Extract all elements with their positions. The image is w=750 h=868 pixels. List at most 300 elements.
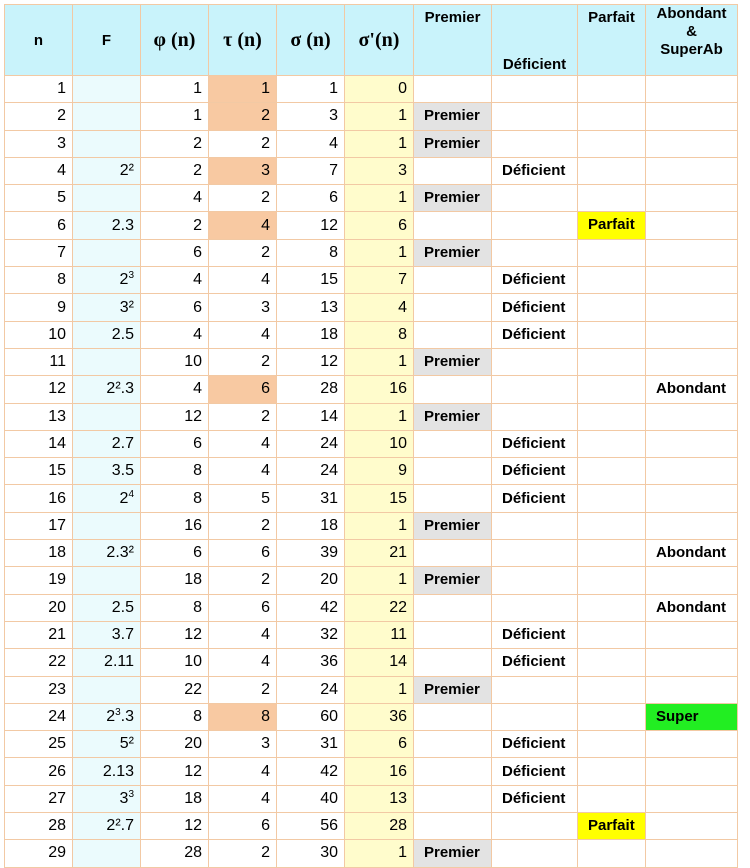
cell-sigma: 15 (277, 267, 345, 294)
cell-parfait (578, 185, 646, 212)
cell-tau: 1 (209, 76, 277, 103)
cell-phi: 6 (141, 430, 209, 457)
cell-phi: 12 (141, 813, 209, 840)
cell-premier (414, 430, 492, 457)
cell-premier (414, 785, 492, 812)
table-row (5, 212, 738, 239)
header-abondant (646, 5, 738, 76)
factor-base: 2.5 (111, 325, 134, 343)
cell-premier (414, 130, 492, 157)
cell-tau: 4 (209, 321, 277, 348)
cell-factorization (73, 157, 141, 184)
factor-base: 2 (119, 271, 129, 289)
cell-sigma-prime: 36 (345, 703, 414, 730)
cell-factorization (73, 540, 141, 567)
cell-premier-label (414, 540, 491, 566)
cell-premier-label: Premier (414, 567, 491, 593)
cell-parfait-label: Parfait (578, 813, 645, 839)
cell-deficient (492, 813, 578, 840)
cell-sigma-prime: 1 (345, 103, 414, 130)
cell-n: 12 (5, 376, 73, 403)
table-row (5, 458, 738, 485)
cell-parfait (578, 676, 646, 703)
cell-sigma: 13 (277, 294, 345, 321)
table-row (5, 649, 738, 676)
cell-n: 21 (5, 621, 73, 648)
cell-factorization (73, 430, 141, 457)
cell-phi: 1 (141, 103, 209, 130)
cell-sigma-prime: 7 (345, 267, 414, 294)
factor-base: 2² (119, 162, 134, 180)
table-row (5, 239, 738, 266)
cell-n: 22 (5, 649, 73, 676)
factor-base: 2.13 (102, 762, 134, 780)
cell-sigma: 28 (277, 376, 345, 403)
cell-abondant-label (646, 677, 737, 703)
cell-premier (414, 676, 492, 703)
cell-premier (414, 212, 492, 239)
cell-premier-label: Premier (414, 840, 491, 866)
cell-deficient-label: Déficient (502, 325, 566, 343)
cell-tau: 4 (209, 785, 277, 812)
factor-base: 2 (106, 707, 116, 725)
factor-base: 3 (119, 789, 129, 807)
cell-n: 8 (5, 267, 73, 294)
cell-abondant-label (646, 131, 737, 157)
cell-phi: 2 (141, 157, 209, 184)
table-row (5, 703, 738, 730)
table-row (5, 430, 738, 457)
cell-premier-label: Premier (414, 404, 491, 430)
cell-parfait-label (578, 322, 645, 348)
cell-parfait (578, 758, 646, 785)
cell-phi: 4 (141, 321, 209, 348)
cell-abondant-label (646, 185, 737, 211)
cell-tau: 2 (209, 130, 277, 157)
cell-abondant (646, 76, 738, 103)
cell-deficient (492, 649, 578, 676)
cell-factorization (73, 676, 141, 703)
cell-abondant-label (646, 431, 737, 457)
cell-n: 10 (5, 321, 73, 348)
cell-n: 17 (5, 512, 73, 539)
cell-factorization (73, 758, 141, 785)
cell-premier-label (414, 731, 491, 757)
cell-abondant (646, 376, 738, 403)
cell-deficient-label: Déficient (502, 789, 566, 807)
cell-parfait-label (578, 840, 645, 866)
cell-phi: 8 (141, 594, 209, 621)
cell-sigma-prime: 1 (345, 348, 414, 375)
cell-sigma: 4 (277, 130, 345, 157)
cell-sigma: 40 (277, 785, 345, 812)
cell-deficient-label: Déficient (502, 435, 566, 452)
factor-base: 2².3 (106, 380, 134, 398)
cell-tau: 2 (209, 567, 277, 594)
cell-parfait (578, 840, 646, 867)
cell-premier (414, 813, 492, 840)
cell-parfait (578, 130, 646, 157)
table-row (5, 540, 738, 567)
cell-sigma: 8 (277, 239, 345, 266)
cell-factorization (73, 813, 141, 840)
table-row (5, 348, 738, 375)
cell-phi: 1 (141, 76, 209, 103)
cell-abondant (646, 813, 738, 840)
cell-abondant (646, 567, 738, 594)
cell-sigma-prime: 16 (345, 758, 414, 785)
cell-tau: 2 (209, 185, 277, 212)
cell-parfait (578, 348, 646, 375)
factor-base: 5² (119, 735, 134, 753)
cell-deficient (492, 157, 578, 184)
table-row (5, 376, 738, 403)
header-n: n (5, 5, 73, 76)
cell-deficient (492, 621, 578, 648)
cell-premier-label (414, 158, 491, 184)
cell-sigma: 18 (277, 321, 345, 348)
cell-n: 18 (5, 540, 73, 567)
cell-tau: 6 (209, 594, 277, 621)
cell-phi: 10 (141, 649, 209, 676)
cell-abondant (646, 212, 738, 239)
cell-tau: 2 (209, 676, 277, 703)
cell-sigma: 3 (277, 103, 345, 130)
factor-base: 2.5 (111, 598, 134, 616)
cell-abondant-label (646, 212, 737, 238)
cell-tau: 5 (209, 485, 277, 512)
table-row (5, 157, 738, 184)
cell-tau: 2 (209, 840, 277, 867)
cell-n: 19 (5, 567, 73, 594)
cell-sigma-prime: 15 (345, 485, 414, 512)
cell-deficient-label: Déficient (502, 653, 566, 671)
cell-deficient (492, 212, 578, 239)
cell-parfait (578, 103, 646, 130)
cell-parfait-label (578, 731, 645, 757)
cell-sigma-prime: 16 (345, 376, 414, 403)
cell-n: 13 (5, 403, 73, 430)
cell-premier-label (414, 758, 491, 784)
cell-sigma: 31 (277, 731, 345, 758)
cell-abondant (646, 458, 738, 485)
cell-abondant (646, 540, 738, 567)
cell-deficient (492, 785, 578, 812)
cell-abondant (646, 157, 738, 184)
cell-n: 9 (5, 294, 73, 321)
cell-tau: 2 (209, 239, 277, 266)
cell-premier-label (414, 485, 491, 511)
cell-premier-label: Premier (414, 677, 491, 703)
cell-premier (414, 294, 492, 321)
cell-parfait-label (578, 540, 645, 566)
cell-abondant-label (646, 622, 737, 648)
cell-premier (414, 621, 492, 648)
table-row (5, 813, 738, 840)
cell-phi: 10 (141, 348, 209, 375)
factor-base: 3.5 (111, 462, 134, 480)
cell-premier (414, 185, 492, 212)
cell-deficient-label: Déficient (502, 462, 566, 480)
cell-sigma: 56 (277, 813, 345, 840)
cell-factorization (73, 294, 141, 321)
cell-deficient (492, 703, 578, 730)
factor-base: 2².7 (106, 817, 134, 835)
cell-factorization (73, 785, 141, 812)
cell-deficient (492, 485, 578, 512)
cell-abondant-label (646, 458, 737, 484)
cell-phi: 6 (141, 540, 209, 567)
cell-premier-label (414, 649, 491, 675)
cell-parfait-label (578, 485, 645, 511)
table-row (5, 758, 738, 785)
cell-tau: 4 (209, 212, 277, 239)
cell-sigma: 42 (277, 594, 345, 621)
cell-premier-label: Premier (414, 185, 491, 211)
cell-deficient (492, 758, 578, 785)
cell-abondant (646, 321, 738, 348)
cell-phi: 18 (141, 785, 209, 812)
header-abondant-line1: Abondant (656, 5, 727, 22)
cell-parfait-label (578, 513, 645, 539)
cell-parfait (578, 512, 646, 539)
cell-n: 7 (5, 239, 73, 266)
cell-premier (414, 540, 492, 567)
cell-abondant (646, 512, 738, 539)
cell-deficient-label: Déficient (502, 298, 566, 316)
cell-deficient (492, 676, 578, 703)
cell-premier (414, 731, 492, 758)
cell-premier (414, 649, 492, 676)
cell-premier (414, 594, 492, 621)
cell-tau: 4 (209, 430, 277, 457)
factor-base: 2.3 (111, 216, 134, 234)
cell-n: 6 (5, 212, 73, 239)
cell-abondant-label (646, 513, 737, 539)
table-row (5, 512, 738, 539)
cell-parfait (578, 157, 646, 184)
cell-premier (414, 157, 492, 184)
cell-premier-label (414, 786, 491, 812)
cell-deficient (492, 294, 578, 321)
table-row (5, 76, 738, 103)
cell-tau: 4 (209, 758, 277, 785)
cell-deficient (492, 321, 578, 348)
cell-sigma-prime: 1 (345, 185, 414, 212)
cell-premier-label: Premier (414, 513, 491, 539)
cell-tau: 3 (209, 294, 277, 321)
cell-n: 28 (5, 813, 73, 840)
cell-parfait-label (578, 622, 645, 648)
cell-parfait (578, 239, 646, 266)
cell-factorization (73, 594, 141, 621)
table-row (5, 676, 738, 703)
cell-parfait (578, 485, 646, 512)
cell-n: 1 (5, 76, 73, 103)
cell-deficient (492, 430, 578, 457)
factor-exponent: 3 (128, 270, 134, 282)
cell-sigma: 18 (277, 512, 345, 539)
cell-phi: 2 (141, 212, 209, 239)
cell-deficient (492, 376, 578, 403)
cell-abondant-label (646, 294, 737, 320)
cell-premier (414, 239, 492, 266)
cell-abondant-label (646, 267, 737, 293)
cell-premier (414, 567, 492, 594)
cell-premier (414, 376, 492, 403)
cell-abondant (646, 430, 738, 457)
cell-abondant (646, 239, 738, 266)
cell-deficient (492, 458, 578, 485)
cell-phi: 28 (141, 840, 209, 867)
cell-deficient (492, 594, 578, 621)
cell-sigma-prime: 0 (345, 76, 414, 103)
cell-tau: 8 (209, 703, 277, 730)
cell-parfait-label (578, 677, 645, 703)
cell-premier (414, 840, 492, 867)
cell-deficient (492, 348, 578, 375)
header-deficient: Déficient (492, 5, 578, 76)
cell-parfait-label (578, 649, 645, 675)
cell-premier-label: Premier (414, 240, 491, 266)
table-row (5, 103, 738, 130)
cell-sigma-prime: 4 (345, 294, 414, 321)
table-row (5, 485, 738, 512)
cell-parfait-label (578, 158, 645, 184)
cell-parfait (578, 731, 646, 758)
cell-sigma: 24 (277, 430, 345, 457)
cell-parfait (578, 621, 646, 648)
cell-parfait-label (578, 131, 645, 157)
cell-parfait-label (578, 294, 645, 320)
cell-premier (414, 758, 492, 785)
cell-abondant-label (646, 840, 737, 866)
cell-sigma-prime: 1 (345, 567, 414, 594)
cell-tau: 6 (209, 813, 277, 840)
cell-premier-label (414, 267, 491, 293)
cell-abondant-label (646, 567, 737, 593)
cell-parfait (578, 540, 646, 567)
cell-abondant (646, 840, 738, 867)
cell-sigma-prime: 1 (345, 512, 414, 539)
cell-parfait (578, 458, 646, 485)
header-sigma: σ (n) (277, 5, 345, 76)
cell-abondant (646, 130, 738, 157)
cell-sigma-prime: 1 (345, 840, 414, 867)
factor-exponent: 3 (115, 706, 121, 718)
cell-sigma: 32 (277, 621, 345, 648)
cell-phi: 4 (141, 185, 209, 212)
cell-phi: 8 (141, 458, 209, 485)
cell-abondant-label: Super (646, 704, 737, 730)
cell-factorization (73, 212, 141, 239)
table-row (5, 321, 738, 348)
cell-n: 23 (5, 676, 73, 703)
cell-tau: 2 (209, 103, 277, 130)
cell-abondant-label (646, 322, 737, 348)
cell-premier (414, 512, 492, 539)
cell-abondant-label (646, 240, 737, 266)
cell-premier (414, 103, 492, 130)
cell-abondant (646, 594, 738, 621)
cell-parfait-label (578, 404, 645, 430)
cell-phi: 8 (141, 703, 209, 730)
cell-parfait-label (578, 349, 645, 375)
cell-tau: 4 (209, 621, 277, 648)
cell-sigma-prime: 21 (345, 540, 414, 567)
cell-abondant-label: Abondant (656, 380, 726, 398)
cell-premier-label (414, 458, 491, 484)
cell-premier (414, 703, 492, 730)
cell-parfait-label (578, 431, 645, 457)
cell-sigma-prime: 11 (345, 621, 414, 648)
cell-parfait-label (578, 458, 645, 484)
cell-sigma: 20 (277, 567, 345, 594)
cell-tau: 4 (209, 267, 277, 294)
cell-parfait-label (578, 185, 645, 211)
cell-n: 2 (5, 103, 73, 130)
cell-sigma-prime: 6 (345, 212, 414, 239)
cell-abondant (646, 758, 738, 785)
cell-factorization (73, 458, 141, 485)
cell-factorization (73, 403, 141, 430)
cell-abondant (646, 348, 738, 375)
cell-phi: 18 (141, 567, 209, 594)
cell-deficient (492, 103, 578, 130)
factor-base: 2 (119, 489, 129, 507)
cell-n: 11 (5, 348, 73, 375)
cell-sigma: 14 (277, 403, 345, 430)
cell-abondant-label (646, 349, 737, 375)
cell-deficient-label: Déficient (502, 271, 566, 289)
cell-abondant (646, 703, 738, 730)
cell-factorization (73, 239, 141, 266)
cell-sigma: 30 (277, 840, 345, 867)
cell-abondant (646, 621, 738, 648)
cell-parfait (578, 594, 646, 621)
cell-sigma: 42 (277, 758, 345, 785)
cell-deficient (492, 512, 578, 539)
cell-factorization (73, 321, 141, 348)
cell-deficient-label: Déficient (502, 626, 566, 644)
header-parfait: Parfait (578, 5, 646, 76)
cell-premier (414, 458, 492, 485)
cell-factorization (73, 731, 141, 758)
cell-deficient (492, 540, 578, 567)
table-row (5, 185, 738, 212)
cell-phi: 8 (141, 485, 209, 512)
cell-factorization (73, 130, 141, 157)
cell-deficient (492, 76, 578, 103)
cell-n: 27 (5, 785, 73, 812)
cell-premier (414, 348, 492, 375)
cell-premier-label (414, 704, 491, 730)
table-row (5, 130, 738, 157)
cell-premier (414, 321, 492, 348)
cell-premier-label (414, 322, 491, 348)
cell-sigma: 60 (277, 703, 345, 730)
cell-sigma: 39 (277, 540, 345, 567)
cell-tau: 3 (209, 157, 277, 184)
cell-n: 5 (5, 185, 73, 212)
cell-sigma: 24 (277, 458, 345, 485)
factor-exponent: 3 (128, 788, 134, 800)
cell-premier-label (414, 376, 491, 402)
header-tau: τ (n) (209, 5, 277, 76)
table-row (5, 621, 738, 648)
table-row (5, 785, 738, 812)
cell-abondant (646, 731, 738, 758)
